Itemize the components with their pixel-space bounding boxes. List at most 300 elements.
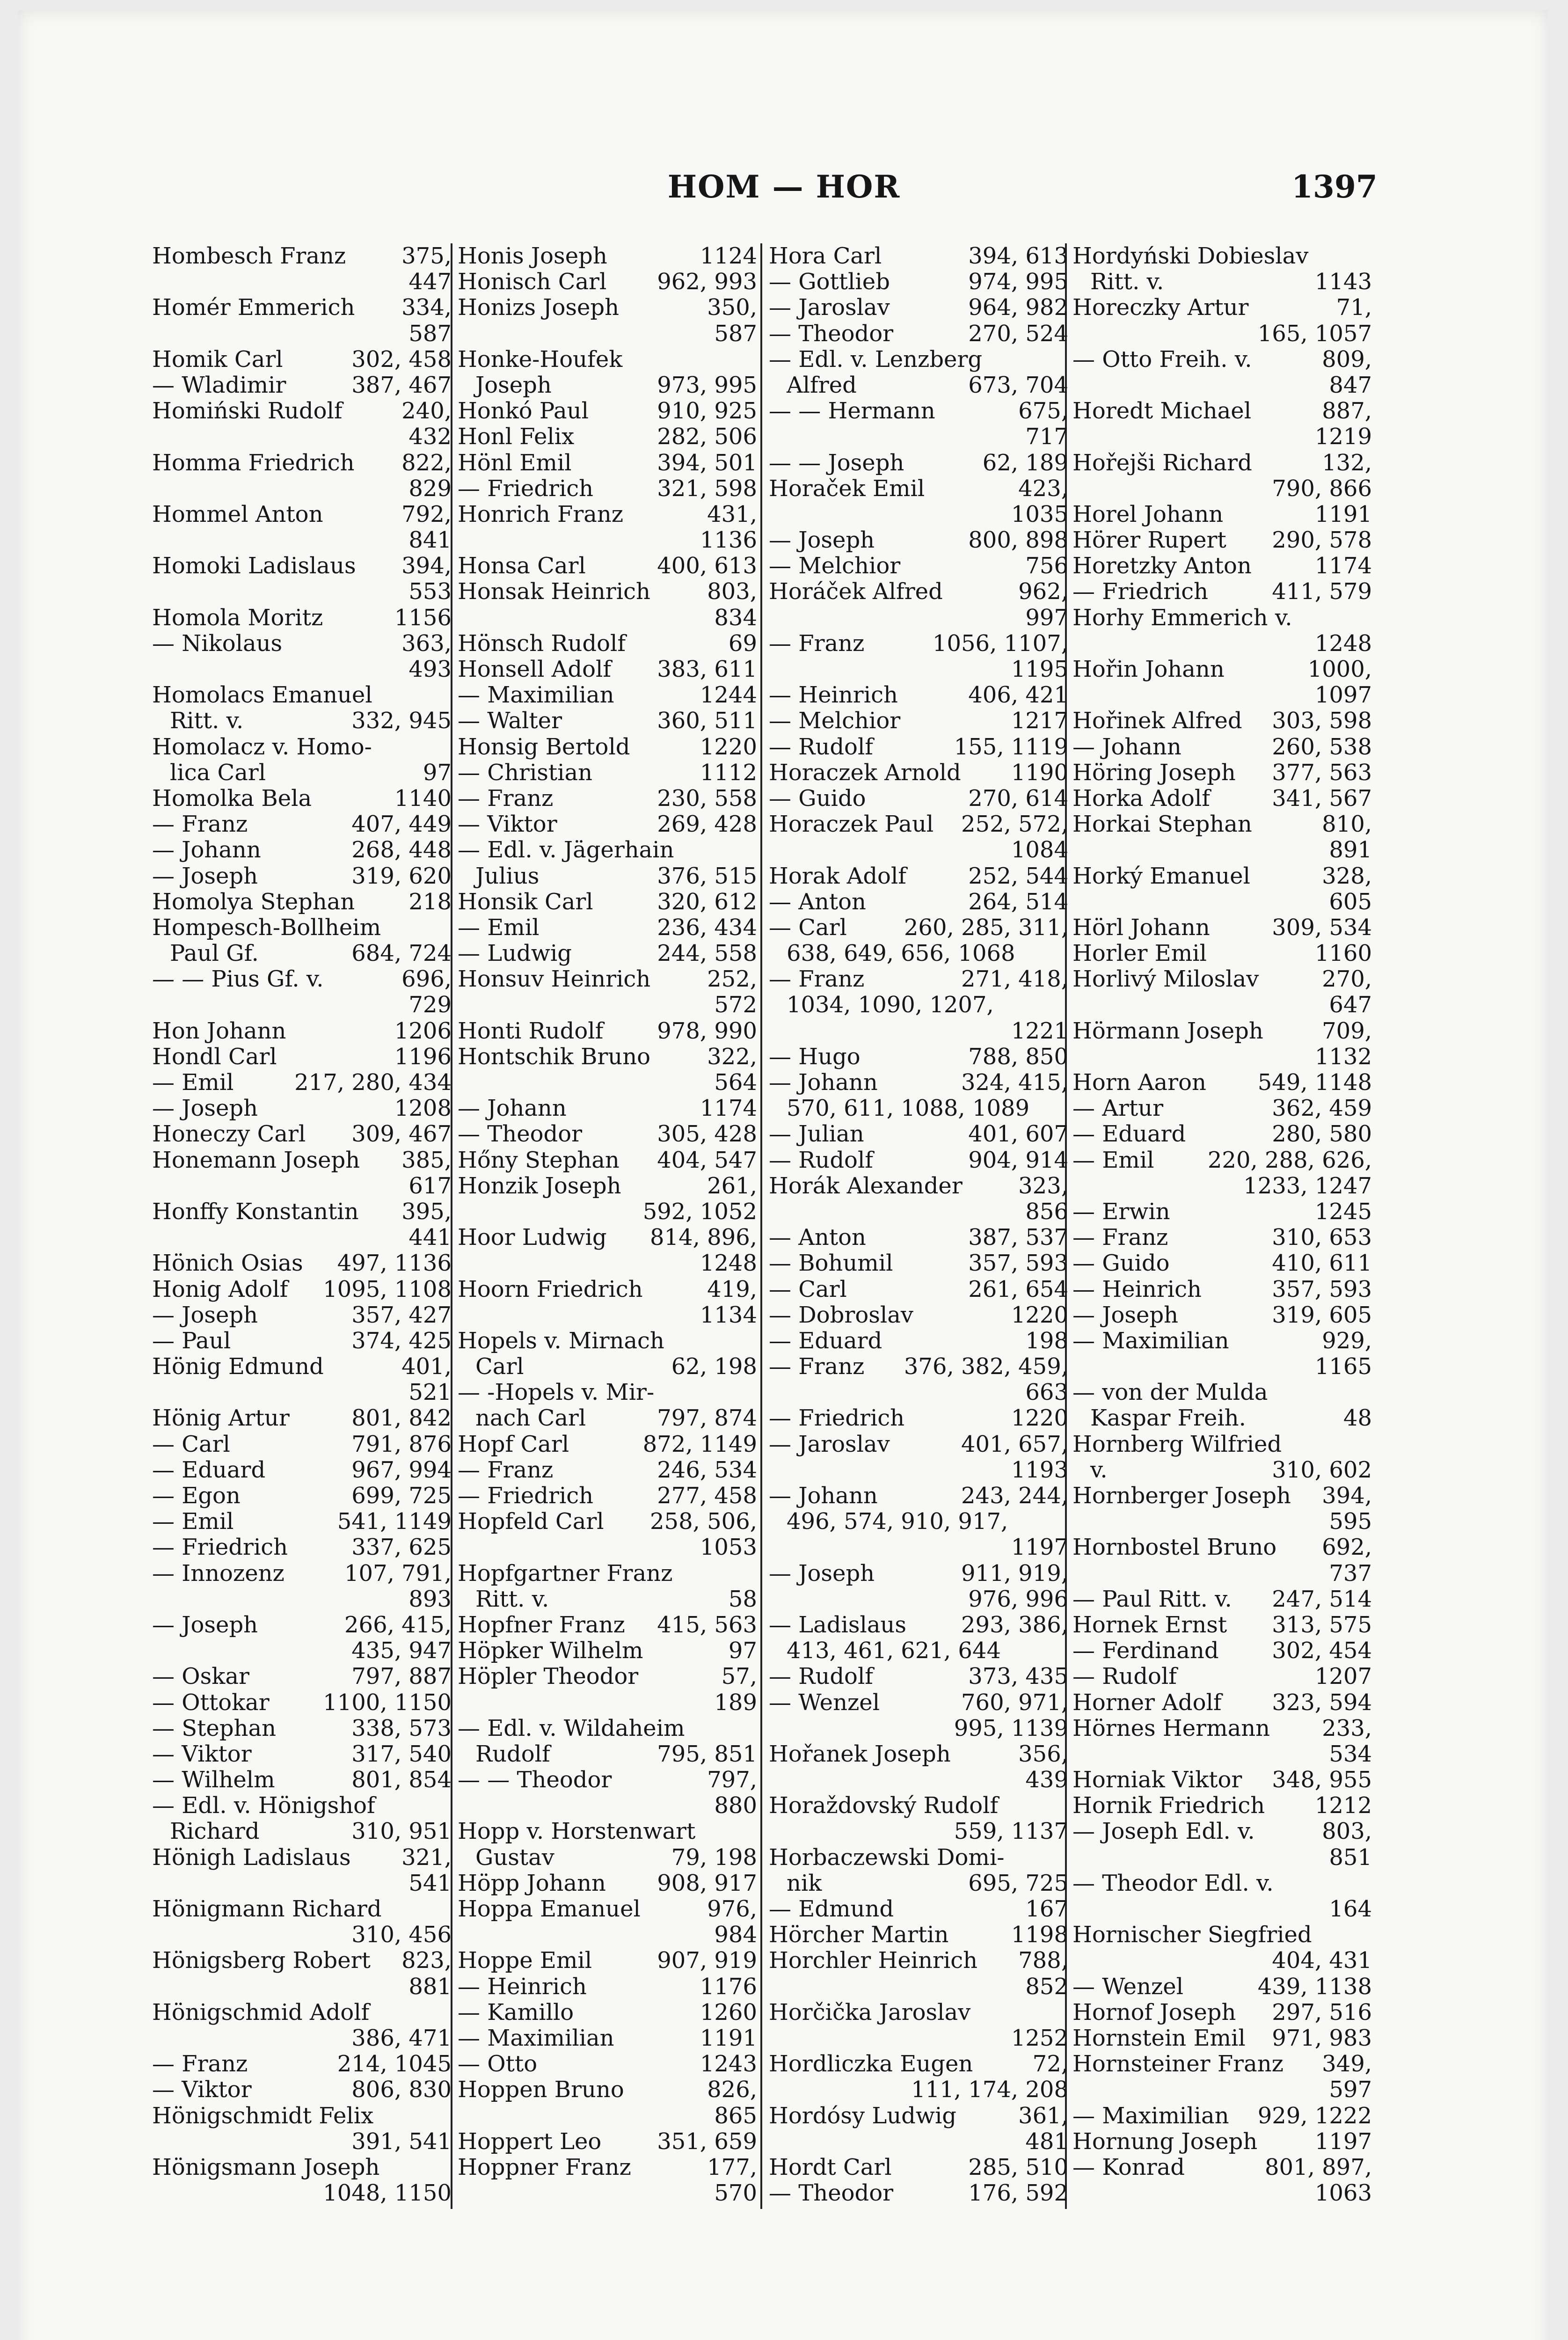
entry-page-refs: 834 [714,605,757,631]
entry-name: — Theodor [769,2180,894,2207]
entry-page-refs: 891 [1329,837,1372,863]
entry-name: Homolacz v. Homo- [152,734,372,760]
entry-page-refs: 107, 791, [344,1560,452,1587]
entry-name: v. [1090,1457,1108,1483]
entry-page-refs: 317, 540 [351,1741,452,1767]
index-entry-line [152,269,452,295]
entry-page-refs: 349, [1322,2051,1372,2077]
index-entry-line [1072,1819,1372,1844]
entry-page-refs: 887, [1322,398,1372,424]
index-entry-line [152,476,452,502]
entry-name: Horaczek Arnold [769,760,961,786]
entry-name: Hompesch-Bollheim [152,914,381,941]
entry-page-refs: 57, [721,1664,757,1690]
index-entry-line [769,1250,1068,1276]
entry-name: — Johann [769,1483,878,1509]
entry-page-refs: 62, 198 [671,1354,757,1380]
entry-name: — Melchior [769,553,901,579]
entry-page-refs: 1220 [700,734,757,760]
index-entry-line [458,657,757,682]
entry-page-refs: 822, [401,450,452,476]
index-entry-line [769,2103,1068,2129]
entry-name: Honsa Carl [458,553,586,579]
entry-page-refs: 1035 [1011,501,1068,527]
index-entry-line [1072,837,1372,863]
index-entry-line [769,1070,1068,1096]
entry-page-refs: 357, 593 [968,1250,1068,1277]
index-entry-line [458,1716,757,1741]
entry-page-refs: 69 [728,630,757,657]
index-entry-line [152,1741,452,1767]
entry-name: Hon Johann [152,1018,286,1044]
index-entry-line [458,1509,757,1535]
entry-name: Hoppert Leo [458,2128,602,2155]
page-number: 1397 [1291,168,1378,205]
entry-page-refs: 1248 [1314,630,1372,657]
entry-page-refs: 911, 919, [961,1560,1068,1587]
index-entry-line [152,1354,452,1380]
entry-page-refs: 1095, 1108 [323,1276,452,1302]
index-entry-line [1072,2180,1372,2206]
index-entry-line [1072,915,1372,941]
index-entry-line [458,1148,757,1173]
entry-page-refs: 1197 [1011,1535,1068,1561]
entry-name: — Rudolf [1072,1664,1177,1690]
index-column-1 [152,243,452,2206]
entry-name: — Anton [769,889,866,915]
entry-page-refs: 277, 458 [657,1483,757,1509]
entry-name: — Emil [1072,1147,1154,1173]
entry-page-refs: 310, 653 [1272,1225,1372,1251]
index-entry-line [1072,476,1372,502]
index-entry-line [1072,450,1372,476]
index-entry-line [1072,1148,1372,1173]
entry-name: — Edmund [769,1896,894,1922]
index-entry-line [152,450,452,476]
entry-page-refs: 321, [401,1844,452,1871]
entry-name: Hőny Stephan [458,1147,620,1173]
index-entry-line [1072,1587,1372,1612]
index-entry-line [458,1948,757,1974]
entry-name: Homik Carl [152,346,283,373]
entry-page-refs: 243, 244, [961,1483,1068,1509]
entry-name: Höpker Wilhelm [458,1638,643,1664]
entry-page-refs: 348, 955 [1272,1767,1372,1793]
index-entry-line [458,1457,757,1483]
entry-name: — Maximilian [1072,2103,1229,2129]
index-entry-line [458,786,757,812]
entry-name: Honl Felix [458,424,575,450]
entry-page-refs: 1208 [394,1096,452,1122]
entry-page-refs: 328, [1322,863,1372,889]
index-entry-line [769,734,1068,760]
entry-name: Honti Rudolf [458,1018,604,1044]
entry-page-refs: 803, [707,579,757,605]
index-entry-line [769,1199,1068,1225]
entry-name: — Joseph [152,1612,258,1638]
entry-page-refs: 293, 386, [961,1612,1068,1638]
entry-page-refs: 984 [714,1922,757,1948]
entry-page-refs: 58 [728,1586,757,1612]
index-entry-line [152,941,452,966]
index-entry-line [1072,1974,1372,2000]
index-entry-line [1072,321,1372,347]
index-entry-line [769,502,1068,527]
entry-page-refs: 419, [707,1276,757,1302]
index-entry-line [152,837,452,863]
index-entry-line [152,1148,452,1173]
entry-name: Hopp v. Horstenwart [458,1819,696,1845]
index-entry-line [1072,1225,1372,1250]
index-entry-line [152,1096,452,1121]
index-entry-line [458,1483,757,1509]
entry-page-refs: 439, 1138 [1257,1974,1372,2000]
index-entry-line [769,1121,1068,1147]
entry-name: — Innozenz [152,1560,284,1587]
entry-name: Honsig Bertold [458,734,630,760]
index-entry-line [458,476,757,502]
entry-page-refs: 302, 458 [351,346,452,373]
entry-name: — Edl. v. Wildaheim [458,1715,685,1741]
entry-name: Honsuv Heinrich [458,966,651,993]
entry-page-refs: 1198 [1011,1922,1068,1948]
entry-page-refs: 1245 [1314,1199,1372,1225]
column-rule [760,243,762,2209]
entry-name: Hopf Carl [458,1431,569,1457]
index-entry-line [152,605,452,631]
entry-name: — Franz [458,785,554,812]
entry-name: — Joseph [769,1560,875,1587]
index-entry-line [458,812,757,837]
index-entry-line [769,1896,1068,1922]
entry-page-refs: 361, [1018,2103,1068,2129]
entry-page-refs: 962, 993 [657,269,757,295]
entry-page-refs: 404, 431 [1272,1948,1372,1974]
index-entry-line [1072,786,1372,812]
entry-page-refs: 549, 1148 [1257,1070,1372,1096]
index-entry-line [1072,1173,1372,1199]
entry-page-refs: 1056, 1107, [932,630,1068,657]
index-entry-line [458,1974,757,2000]
index-entry-line [152,243,452,269]
entry-name: Hönl Emil [458,450,572,476]
index-entry-line [152,347,452,373]
index-entry-line [152,2129,452,2155]
entry-name: — Artur [1072,1096,1164,1122]
entry-page-refs: 383, 611 [657,657,757,682]
entry-name: 1034, 1090, 1207, [787,992,994,1018]
entry-page-refs: 258, 506, [649,1509,757,1535]
index-entry-line [769,321,1068,347]
entry-name: Hoppen Bruno [458,2077,624,2103]
entry-name: Rudolf [475,1741,550,1767]
index-entry-line [152,889,452,915]
index-entry-line [458,527,757,553]
entry-page-refs: 564 [714,1070,757,1096]
entry-page-refs: 792, [401,501,452,527]
index-entry-line [1072,269,1372,295]
index-entry-line [152,1405,452,1431]
index-entry-line [769,1793,1068,1819]
entry-name: — Joseph [769,527,875,554]
entry-name: — Walter [458,708,562,734]
entry-name: — Jaroslav [769,295,890,321]
entry-name: Honisch Carl [458,269,607,295]
entry-name: Horel Johann [1072,501,1224,527]
entry-page-refs: 1191 [1314,501,1372,527]
index-entry-line [1072,1664,1372,1689]
entry-name: Honzik Joseph [458,1173,621,1199]
entry-name: Hopels v. Mirnach [458,1328,664,1354]
index-entry-line [458,631,757,657]
index-entry-line [1072,2103,1372,2129]
entry-name: Honkó Paul [458,398,589,424]
index-entry-line [458,1070,757,1096]
entry-page-refs: 406, 421 [968,682,1068,709]
index-entry-line [769,553,1068,579]
entry-page-refs: 1233, 1247 [1243,1173,1372,1199]
entry-page-refs: 673, 704 [968,372,1068,398]
entry-page-refs: 285, 510 [968,2154,1068,2180]
index-entry-line [458,450,757,476]
entry-page-refs: 71, [1336,295,1372,321]
entry-page-refs: 79, 198 [671,1844,757,1871]
index-entry-line [1072,863,1372,889]
entry-name: Honemann Joseph [152,1147,360,1173]
entry-name: Hopfeld Carl [458,1509,604,1535]
entry-page-refs: 394, [1322,1483,1372,1509]
entry-name: — Wladimir [152,372,286,398]
entry-name: — Paul [152,1328,231,1354]
index-entry-line [769,1612,1068,1638]
entry-page-refs: 260, 285, 311, [904,914,1068,941]
running-head: HOM — HOR [667,168,901,205]
index-entry-line [152,1845,452,1871]
index-entry-line [769,1509,1068,1535]
index-entry-line [152,1767,452,1793]
index-entry-line [458,966,757,992]
entry-page-refs: 270, 614 [968,785,1068,812]
index-entry-line [152,2051,452,2077]
entry-page-refs: 760, 971, [961,1689,1068,1716]
entry-name: Ritt. v. [1090,269,1164,295]
index-entry-line [769,1457,1068,1483]
entry-page-refs: 801, 897, [1264,2154,1372,2180]
entry-page-refs: 797, 887 [351,1664,452,1690]
entry-page-refs: 617 [408,1173,452,1199]
index-entry-line [1072,1793,1372,1819]
entry-name: 413, 461, 621, 644 [787,1638,1001,1664]
entry-page-refs: 280, 580 [1272,1121,1372,1148]
entry-name: — Franz [769,630,865,657]
entry-name: Hönig Artur [152,1405,290,1432]
index-entry-line [1072,502,1372,527]
entry-name: — Emil [152,1070,234,1096]
entry-page-refs: 386, 471 [351,2025,452,2051]
entry-name: — Carl [152,1431,230,1457]
index-entry-line [458,734,757,760]
entry-name: — Franz [769,1354,865,1380]
entry-page-refs: 1220 [1011,1302,1068,1328]
entry-name: 570, 611, 1088, 1089 [787,1096,1030,1122]
entry-page-refs: 997 [1025,605,1068,631]
entry-page-refs: 1112 [700,760,757,786]
entry-page-refs: 929, 1222 [1257,2103,1372,2129]
entry-name: Honeczy Carl [152,1121,306,1148]
entry-name: Paul Gf. [170,941,259,967]
index-entry-line [769,966,1068,992]
index-entry-line [769,1974,1068,2000]
entry-page-refs: 261, [707,1173,757,1199]
entry-name: — Ferdinand [1072,1638,1219,1664]
entry-page-refs: 319, 605 [1272,1302,1372,1328]
index-entry-line [1072,1561,1372,1587]
entry-page-refs: 189 [714,1689,757,1716]
entry-page-refs: 1195 [1011,657,1068,682]
index-entry-line [152,1380,452,1405]
entry-page-refs: 1097 [1314,682,1372,709]
entry-page-refs: 167 [1025,1896,1068,1922]
index-entry-line [769,1354,1068,1380]
entry-page-refs: 841 [408,527,452,554]
entry-name: — Christian [458,760,592,786]
index-entry-line [458,1793,757,1819]
entry-page-refs: 1206 [394,1018,452,1044]
entry-name: Horak Adolf [769,863,907,889]
index-entry-line [1072,2077,1372,2103]
index-entry-line [1072,295,1372,321]
index-entry-line [769,915,1068,941]
entry-name: nik [787,1870,822,1896]
index-entry-line [152,1509,452,1535]
entry-page-refs: 795, 851 [657,1741,757,1767]
index-entry-line [1072,1070,1372,1096]
entry-page-refs: 587 [408,321,452,347]
entry-name: Horhy Emmerich v. [1072,605,1292,631]
entry-page-refs: 570 [714,2180,757,2207]
index-entry-line [458,1819,757,1844]
index-entry-line [1072,1405,1372,1431]
index-entry-line [769,1819,1068,1844]
index-entry-line [1072,1250,1372,1276]
index-entry-line [1072,708,1372,734]
entry-name: Hornbostel Bruno [1072,1535,1277,1561]
index-entry-line [152,1199,452,1225]
entry-page-refs: 1260 [700,1999,757,2026]
entry-page-refs: 432 [408,424,452,450]
entry-name: Horaczek Paul [769,812,934,838]
index-entry-line [769,1690,1068,1716]
entry-page-refs: 271, 418, [961,966,1068,993]
index-entry-line [769,295,1068,321]
index-entry-line [458,1561,757,1587]
index-entry-line [458,1121,757,1147]
entry-page-refs: 435, 947 [351,1638,452,1664]
index-entry-line [152,786,452,812]
index-entry-line [769,476,1068,502]
entry-page-refs: 1217 [1011,708,1068,734]
index-entry-line [152,1974,452,2000]
entry-name: — Jaroslav [769,1431,890,1457]
entry-name: Homolka Bela [152,785,312,812]
index-entry-line [1072,657,1372,682]
index-entry-line [769,269,1068,295]
entry-name: Joseph [475,372,552,398]
index-entry-line [1072,992,1372,1018]
entry-name: Horner Adolf [1072,1689,1222,1716]
entry-name: — Johann [1072,734,1181,760]
entry-name: Homér Emmerich [152,295,355,321]
index-entry-line [1072,1277,1372,1302]
entry-name: — Erwin [1072,1199,1170,1225]
entry-name: Hopfgartner Franz [458,1560,673,1587]
entry-page-refs: 597 [1329,2077,1372,2103]
entry-page-refs: 282, 506 [657,424,757,450]
index-entry-line [1072,424,1372,450]
entry-page-refs: 319, 620 [351,863,452,889]
entry-page-refs: 1136 [700,527,757,554]
index-entry-line [1072,682,1372,708]
entry-page-refs: 324, 415, [961,1070,1068,1096]
index-entry-line [152,657,452,682]
index-entry-line [769,2026,1068,2051]
entry-page-refs: 967, 994 [351,1457,452,1483]
entry-name: Horeczky Artur [1072,295,1249,321]
entry-name: — Emil [458,914,540,941]
entry-page-refs: 387, 537 [968,1225,1068,1251]
index-entry-line [458,1664,757,1689]
index-entry-line [1072,1741,1372,1767]
entry-name: Horaždovský Rudolf [769,1793,999,1819]
entry-page-refs: 709, [1322,1018,1372,1044]
entry-page-refs: 269, 428 [657,812,757,838]
entry-page-refs: 592, 1052 [642,1199,757,1225]
entry-name: Ritt. v. [170,708,244,734]
entry-name: Honke-Houfek [458,346,623,373]
entry-name: 496, 574, 910, 917, [787,1509,1008,1535]
entry-page-refs: 803, [1322,1819,1372,1845]
entry-page-refs: 357, 427 [351,1302,452,1328]
entry-name: Hopfner Franz [458,1612,625,1638]
entry-page-refs: 1191 [700,2025,757,2051]
entry-page-refs: 321, 598 [657,475,757,502]
index-entry-line [1072,1612,1372,1638]
entry-page-refs: 363, [401,630,452,657]
entry-name: — Ladislaus [769,1612,906,1638]
index-entry-line [1072,1354,1372,1380]
entry-page-refs: 1212 [1314,1793,1372,1819]
entry-name: Hontschik Bruno [458,1044,651,1070]
entry-page-refs: 1190 [1011,760,1068,786]
index-entry-line [458,915,757,941]
entry-name: — Stephan [152,1715,277,1741]
entry-page-refs: 976, 996 [968,1586,1068,1612]
entry-page-refs: 1196 [394,1044,452,1070]
index-entry-line [769,1845,1068,1871]
index-entry-line [769,1044,1068,1070]
entry-page-refs: 320, 612 [657,889,757,915]
entry-page-refs: 252, 544 [968,863,1068,889]
index-entry-line [769,941,1068,966]
index-entry-line [458,1250,757,1276]
index-entry-line [152,682,452,708]
index-entry-line [1072,1096,1372,1121]
index-entry-line [152,373,452,398]
entry-name: Kaspar Freih. [1090,1405,1246,1432]
entry-name: Honrich Franz [458,501,624,527]
entry-page-refs: 1132 [1314,1044,1372,1070]
entry-name: Horkai Stephan [1072,812,1252,838]
